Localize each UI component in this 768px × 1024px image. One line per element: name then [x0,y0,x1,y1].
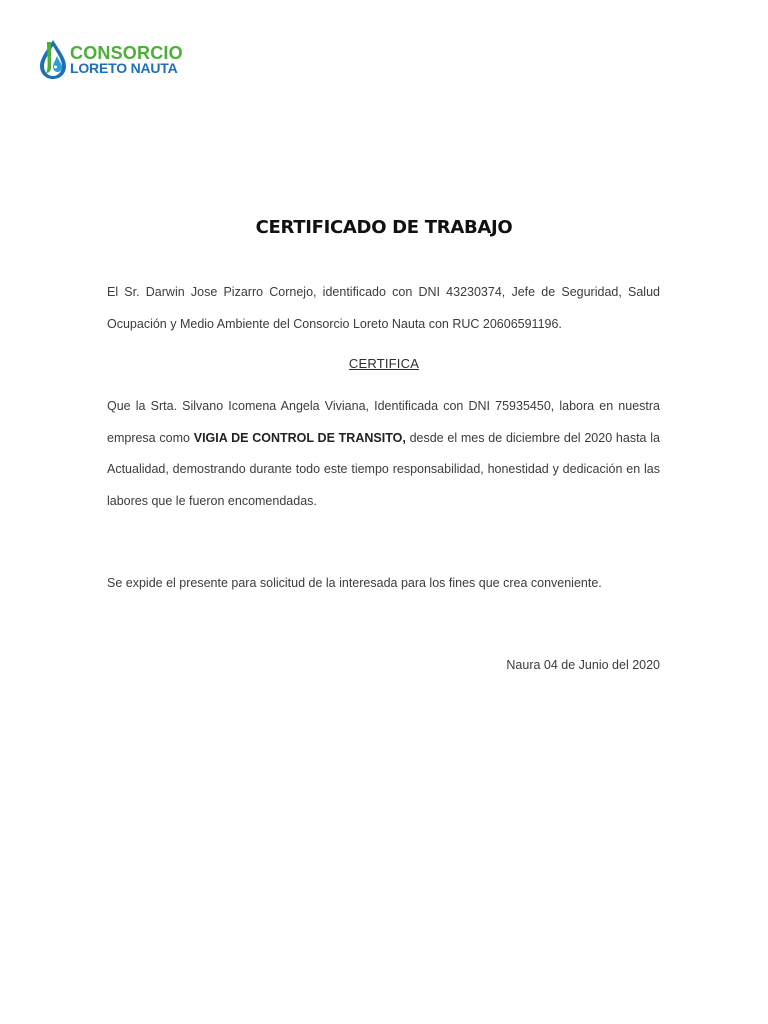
water-drop-logo-icon [38,38,68,80]
company-logo [38,38,183,80]
paragraph-issuance: Se expide el presente para solicitud de la interesada para los fines que crea conveniente. [107,576,602,590]
document-date: Naura 04 de Junio del 2020 [506,658,660,672]
logo-line1: CONSORCIO [70,42,183,63]
job-title: VIGIA DE CONTROL DE TRANSITO, [193,430,406,445]
paragraph-issuer: El Sr. Darwin Jose Pizarro Cornejo, identificado con DNI 43230374, Jefe de Seguridad, Salud Ocupación y Medio Ambiente del Consorcio Loreto Nauta con RUC 20606591196. [107,285,660,331]
paragraph-certification-before: Que la Srta. Silvano Icomena Angela Viviana, Identificada con DNI 75935450, labora en nuestra empresa como [107,399,660,445]
paragraph-certification-after: desde el mes de diciembre del 2020 hasta la Actualidad, demostrando durante todo este tiempo responsabilidad, honestidad y dedicación en las labores que le fueron encomendadas. [107,430,660,508]
logo-text [70,44,183,75]
logo-line2: LORETO NAUTA [70,59,178,76]
certifica-heading: CERTIFICA [348,356,420,371]
paragraph-certification [107,391,660,517]
document-title: CERTIFICADO DE TRABAJO [255,217,513,238]
